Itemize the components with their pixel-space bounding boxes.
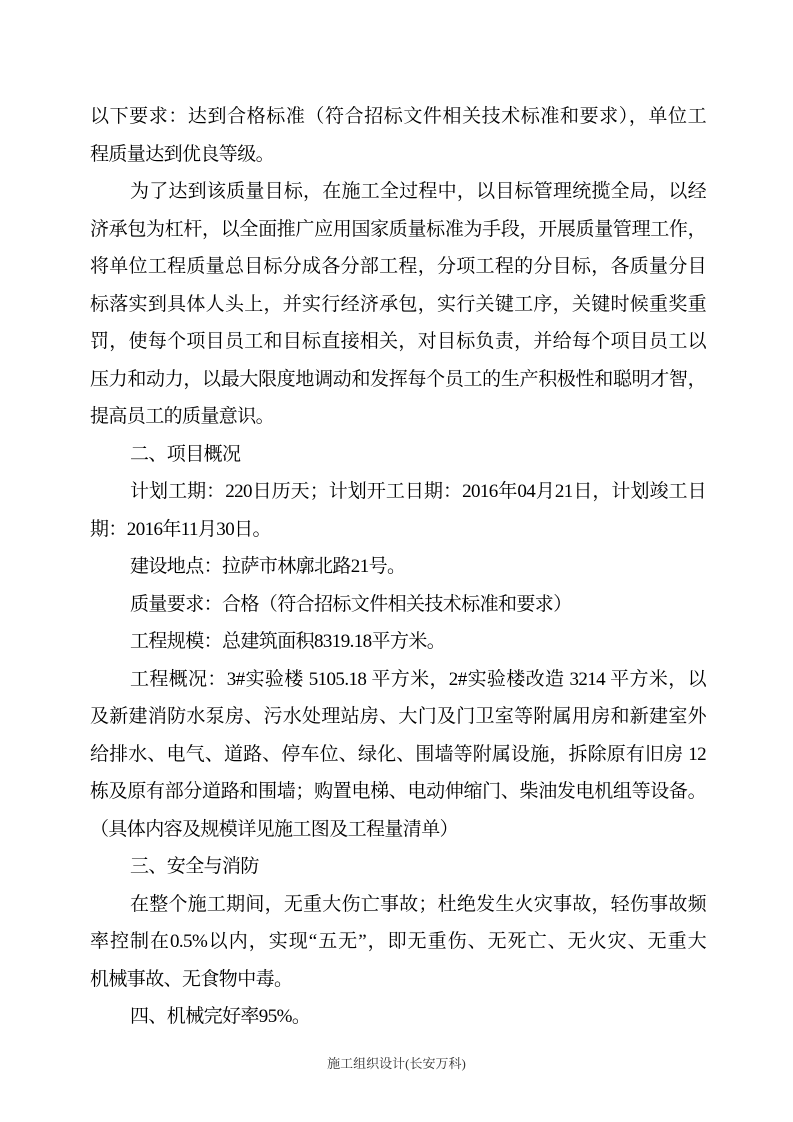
text-line: 工程规模：总建筑面积8319.18平方米。 [130, 631, 446, 652]
text-line: 建设地点：拉萨市林廓北路21号。 [130, 556, 406, 577]
text-line: 质量要求：合格（符合招标文件相关技术标准和要求） [130, 593, 572, 615]
text-line: 为了达到该质量目标，在施工全过程中，以目标管理统揽全局，以经 [130, 181, 706, 202]
text-line: 以下要求：达到合格标准（符合招标文件相关技术标准和要求），单位工 [90, 106, 706, 127]
text-line: 栋及原有部分道路和围墙；购置电梯、电动伸缩门、柴油发电机组等设备。 [90, 781, 706, 802]
text-line: 率控制在0.5%以内，实现“五无”，即无重伤、无死亡、无火灾、无重大 [90, 931, 706, 952]
text-line: 压力和动力，以最大限度地调动和发挥每个员工的生产积极性和聪明才智， [90, 368, 706, 390]
text-line: 将单位工程质量总目标分成各分部工程，分项工程的分目标，各质量分目 [90, 256, 706, 277]
text-line: 给排水、电气、道路、停车位、绿化、围墙等附属设施，拆除原有旧房 12 [90, 743, 706, 765]
text-line: 工程概况：3#实验楼 5105.18 平方米，2#实验楼改造 3214 平方米，以 [130, 668, 706, 690]
text-line: 程质量达到优良等级。 [90, 143, 275, 165]
text-line: 计划工期：220日历天；计划开工日期：2016年04月21日，计划竣工日 [130, 481, 706, 502]
text-line: 及新建消防水泵房、污水处理站房、大门及门卫室等附属用房和新建室外 [90, 706, 706, 727]
document-body [90, 98, 706, 1036]
page-footer: 施工组织设计(长安万科) [327, 1056, 466, 1071]
text-line: 机械事故、无食物中毒。 [90, 968, 293, 990]
text-line: （具体内容及规模详见施工图及工程量清单） [90, 818, 459, 840]
text-line: 三、安全与消防 [130, 856, 259, 877]
text-line: 济承包为杠杆，以全面推广应用国家质量标准为手段，开展质量管理工作， [90, 218, 706, 240]
text-line: 四、机械完好率95%。 [130, 1006, 311, 1027]
text-line: 在整个施工期间，无重大伤亡事故；杜绝发生火灾事故，轻伤事故频 [130, 893, 706, 915]
text-line: 二、项目概况 [130, 443, 241, 465]
text-line: 标落实到具体人头上，并实行经济承包，实行关键工序，关键时候重奖重 [90, 293, 706, 315]
text-line: 期：2016年11月30日。 [90, 518, 271, 540]
text-line: 提高员工的质量意识。 [90, 406, 275, 427]
text-line: 罚，使每个项目员工和目标直接相关，对目标负责，并给每个项目员工以 [90, 331, 706, 352]
